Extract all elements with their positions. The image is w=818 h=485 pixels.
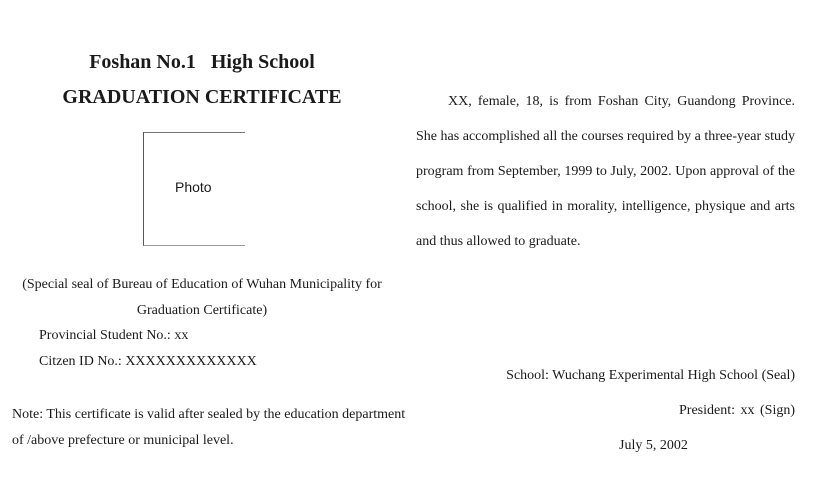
certificate-body: XX, female, 18, is from Foshan City, Guandong Province. She has accomplished all the courses required by a three-year study program from September, 1999 to July, 2002. Upon approval of the school, she is qualified in morality, intelligence, physique and arts and thus allowed to graduate. — [416, 94, 795, 249]
photo-label: Photo — [175, 179, 212, 195]
student-number: Provincial Student No.: xx — [39, 328, 189, 343]
issue-date: July 5, 2002 — [619, 438, 688, 453]
school-name: Foshan No.1 High School — [89, 51, 315, 73]
seal-note: (Special seal of Bureau of Education of Wuhan Municipality for Graduation Certificate) — [22, 277, 382, 318]
school-seal-line: School: Wuchang Experimental High School (Seal) — [506, 368, 795, 383]
president-signature-line: President: xx (Sign) — [679, 403, 795, 418]
citizen-id: Citzen ID No.: XXXXXXXXXXXXX — [39, 354, 257, 369]
certificate-title: GRADUATION CERTIFICATE — [62, 86, 342, 108]
validity-note: Note: This certificate is valid after sealed by the education department of /above prefecture or municipal level. — [12, 407, 406, 448]
